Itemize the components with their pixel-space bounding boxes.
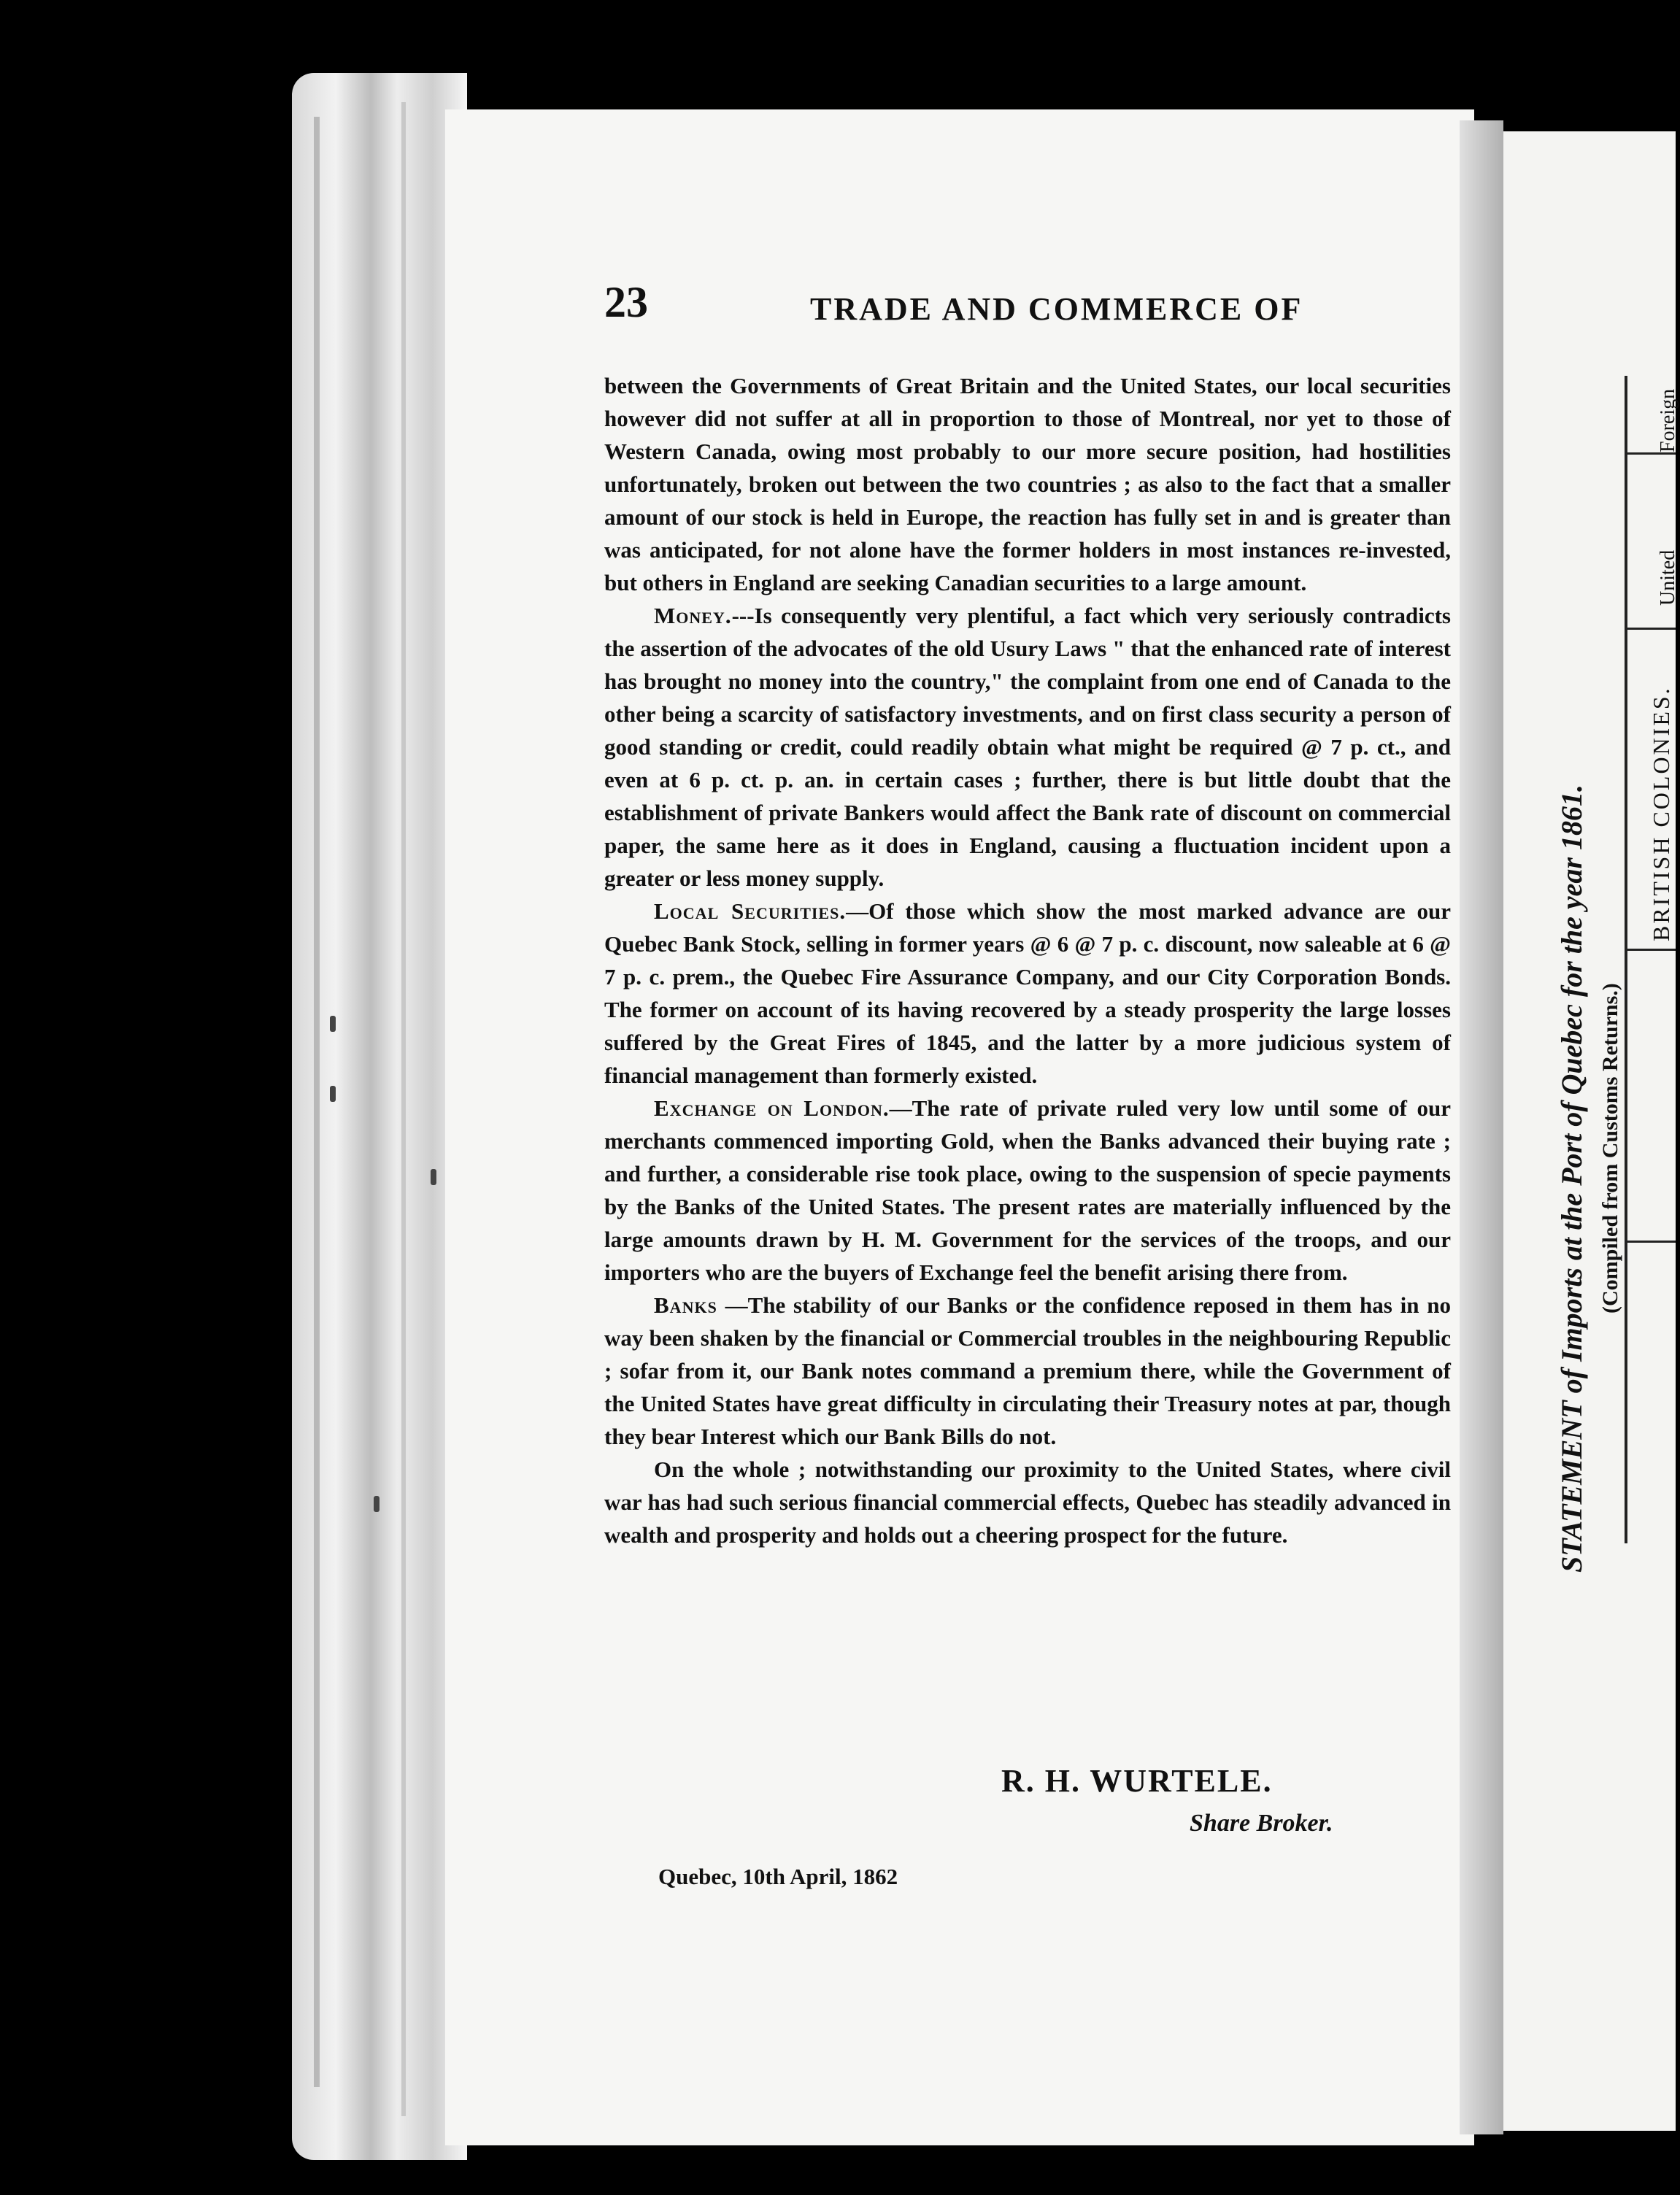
margin-mark [330,1016,336,1032]
paragraph [604,599,1451,895]
paragraph-text: On the whole ; notwithstanding our proximity to the United States, where civil war has had such serious financial commercial effects, Quebec has steadily advanced in wealth and prosperity and holds out a cheering prospect for the future. [604,1457,1451,1548]
paragraph-text: between the Governments of Great Britain and the United States, our local securities however did not suffer at all in proportion to those of Montreal, nor yet to those of Western Canada, owing most probably to our more secure position, had hostilities unfortunately, broken out between the two countries ; as also to the fact that a smaller amount of our stock is held in Europe, the reaction has fully set in and is greater than was anticipated, for not alone have the former holders in most instances re-invested, but others in England are seeking Canadian securities to a large amount. [604,373,1451,595]
article-body [604,369,1451,1551]
paragraph-text: ---Is consequently very plentiful, a fact which very seriously contradicts the assertion of the advocates of the old Usury Laws " that the enhanced rate of interest has brought no money into the country," the complaint from one end of Canada to the other being a scarcity of satisfactory investments, and on first class security a person of good standing or credit, could readily obtain what might be required @ 7 p. ct., and even at 6 p. ct. p. an. in certain cases ; further, there is but little doubt that the establishment of private Bankers would affect the Bank rate of discount on commercial paper, the same here as it does in England, causing a fluctuation incident upon a greater or less money supply. [604,603,1451,891]
facing-page [1503,131,1676,2131]
table-rule [1625,628,1676,630]
facing-page-subtitle: (Compiled from Customs Returns.) [1598,983,1622,1313]
margin-mark [374,1496,379,1512]
column-heading: BRITISH COLONIES. [1648,686,1674,941]
paragraph-text: —The rate of private ruled very low until some of our merchants commenced importing Gold, when the Banks advanced their buying rate ; and further, a considerable rise took place, owing to the suspension of specie payments by the Banks of the United States. The present rates are materially influenced by the large amounts drawn by H. M. Government for the services of the troops, and our importers who are the buyers of Exchange feel the benefit arising there from. [604,1095,1451,1285]
page-number: 23 [604,278,648,326]
column-heading: Foreign [1657,388,1679,452]
section-head: Money. [654,603,732,628]
table-rule [1625,376,1627,1543]
margin-mark [431,1169,436,1185]
section-head: Exchange on London. [654,1095,890,1121]
signature-name: R. H. WURTELE. [1001,1763,1273,1799]
gutter-shadow [1460,120,1503,2134]
running-head: TRADE AND COMMERCE OF [810,291,1303,327]
table-rule [1625,452,1676,455]
column-heading: United [1657,549,1679,606]
paragraph-text: —The stability of our Banks or the confidence reposed in them has in no way been shaken by the financial or Commercial troubles in the neighbouring Republic ; sofar from it, our Bank notes command a premium there, while the Government of the United States have great difficulty in circulating their Treasury notes at par, though they bear Interest which our Bank Bills do not. [604,1292,1451,1449]
table-rule [1625,1241,1676,1243]
section-head: Local Securities. [654,898,847,924]
paragraph [604,895,1451,1092]
facing-page-title: STATEMENT of Imports at the Port of Quebec for the year 1861. [1555,784,1588,1573]
paragraph [604,1453,1451,1551]
paragraph-text: —Of those which show the most marked advance are our Quebec Bank Stock, selling in former years @ 6 @ 7 p. c. discount, now saleable at 6 @ 7 p. c. prem., the Quebec Fire Assurance Company, and our City Corporation Bonds. The former on account of its having recovered by a steady prosperity the large losses suffered by the Great Fires of 1845, and the latter by a more judicious system of financial management than formerly existed. [604,898,1451,1088]
paragraph [604,1289,1451,1453]
book-edge [292,73,467,2160]
table-rule [1625,949,1676,951]
signature-title: Share Broker. [1190,1810,1333,1837]
paragraph [604,1092,1451,1289]
section-head: Banks [654,1292,717,1318]
margin-mark [330,1086,336,1102]
dateline: Quebec, 10th April, 1862 [658,1864,898,1889]
paragraph [604,369,1451,599]
